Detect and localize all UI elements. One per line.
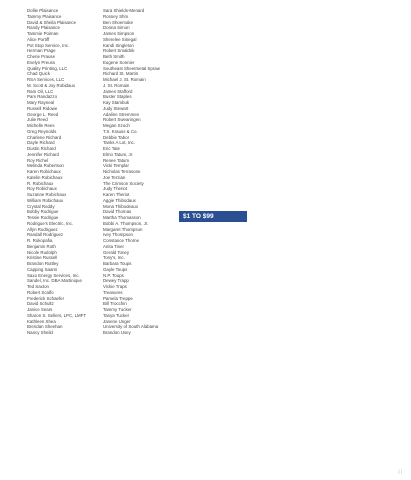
donor-name: Benjamin Roth — [27, 243, 56, 249]
donor-name: Judy Theriot — [103, 186, 128, 192]
donor-name: Janice Sears — [27, 307, 53, 312]
donor-name: Sharon S. Sellers, LPC, LMFT — [27, 312, 87, 318]
donor-name: Ram Oil, LLC — [27, 88, 54, 94]
donor-name: Kandi Singleton — [103, 42, 134, 48]
donor-name: Quality Printing, LLC — [27, 65, 68, 71]
donor-name: Chad Quick — [27, 71, 50, 77]
donor-name: RSA Services, LLC — [27, 77, 65, 82]
donor-name: Sherelee Sinegal — [103, 36, 137, 42]
donor-name: Dustin Richard — [27, 146, 56, 151]
donor-name: Vicki Templar — [103, 163, 129, 169]
donor-name: Pot Stop Service, Inc. — [27, 42, 70, 48]
donor-name: Judy Stewart — [103, 105, 129, 111]
donor-name: J. St. Romain — [103, 82, 130, 88]
donor-name: Vickie Traps — [103, 284, 127, 289]
donor-name: Robert Swearingen — [103, 117, 141, 123]
donor-name: Richard St. Martin — [103, 71, 139, 77]
donor-name: Randall Rodriguez — [27, 232, 64, 238]
donor-name: Eugene Sonnier — [103, 59, 135, 65]
donor-name: William Robichaux — [27, 197, 64, 203]
donor-name: Rosney Shm — [103, 13, 129, 19]
donor-name: David Schultz — [27, 301, 54, 307]
donor-name: Margaret Thompson — [103, 226, 143, 232]
donor-name: Tammy Tucker — [103, 307, 132, 312]
donor-name: Alice Portiff — [27, 36, 50, 42]
donor-name: Katelin Robichaux — [27, 174, 63, 180]
donor-name: David Thomas — [103, 209, 132, 215]
donor-name: Eric Tate — [103, 146, 120, 151]
donor-name: Dewey Trapp — [103, 278, 129, 284]
donor-name: Buster Staples — [103, 94, 132, 100]
donor-name: Michael J. St. Romain — [103, 77, 146, 82]
donor-name: Nicholas Terrasone — [103, 169, 141, 174]
donor-name: Martha Thomasson — [103, 215, 141, 220]
donor-name: Nancy Sheild — [27, 330, 53, 335]
donor-name: Capping Saarni — [27, 266, 58, 272]
donor-name: Crystal Roddy — [27, 203, 55, 209]
donor-name: Roy Richel — [27, 157, 49, 163]
donor-name: Debbie Tabor — [103, 134, 130, 140]
giving-level-header: $1 TO $99 — [179, 211, 247, 222]
donor-name: Suzanne Robichaux — [27, 192, 67, 197]
donor-name: Herman Prage — [27, 48, 56, 54]
donor-name: Mary Rayneal — [27, 100, 55, 105]
donor-name: Treasures — [103, 289, 123, 295]
donor-name: R. Robichaux — [27, 180, 54, 186]
donor-name: Elmo Tatum, Jr. — [103, 151, 134, 157]
donor-name: Russell Ridowe — [27, 105, 58, 111]
donor-name: Melinda Robertson — [27, 163, 64, 169]
donor-name: Dayle Richard — [27, 140, 55, 146]
donor-name: Janene Unger — [103, 318, 131, 324]
donor-name: Sandel, Inc. DBA Martinique — [27, 278, 82, 284]
donor-name: Mona Thibodeaux — [103, 203, 139, 209]
donor-name: Beth Smith — [103, 54, 125, 59]
donor-name: Allyn Rodriguez — [27, 226, 58, 232]
donor-name: Roy Robichaux — [27, 186, 57, 192]
donor-name: M. Scott & Joy Robidaux — [27, 82, 76, 88]
donor-name: George L. Reed — [27, 111, 59, 117]
donor-name: Constance Thorne — [103, 238, 140, 243]
donor-name: Kristine Russell — [27, 255, 58, 261]
donor-name: Rodrigue's Electric, Inc. — [27, 220, 73, 226]
donor-name: Tessie Rodrigue — [27, 215, 59, 220]
donor-name: James Simpson — [103, 31, 135, 36]
donor-name: The Crimson Society — [103, 180, 144, 186]
donor-name: Aggie Thibodaux — [103, 197, 136, 203]
donor-name: Cherie Prause — [27, 54, 56, 59]
donor-name: Kathleen Shea — [27, 318, 56, 324]
donor-name: Michelle Rees — [27, 123, 55, 128]
donor-name: Pamela Treppe — [103, 295, 133, 301]
donor-name: Robert Scalfo — [27, 289, 54, 295]
donor-name: Joe Terzian — [103, 174, 126, 180]
donor-name: Brendan Sheehan — [27, 324, 63, 330]
donor-name: Bobbi A. Thompson, Jr. — [103, 220, 149, 226]
donor-name: Bill Trocchin — [103, 301, 127, 307]
donor-name: Adaline Stremmen — [103, 111, 140, 117]
donor-column-1 — [27, 8, 86, 336]
donor-name: Southeast Sheetmetal Spraw — [103, 65, 160, 71]
donor-name: Dollie Plaisance — [27, 8, 59, 13]
donor-name: Ivey Thompson — [103, 232, 133, 238]
donor-name: Renee Tatum — [103, 157, 130, 163]
donor-name: Tammie Poiman — [27, 31, 59, 36]
donor-name: Anita Tiner — [103, 243, 124, 249]
donor-name: Frederick Schaefer — [27, 295, 65, 301]
donor-name: Nicole Rudolph — [27, 249, 57, 255]
donor-name: Kay Stambuk — [103, 100, 130, 105]
donor-column-2 — [103, 8, 160, 336]
donor-name: Donna Simon — [103, 25, 130, 31]
donor-name: Ben Shoemake — [103, 19, 134, 25]
donor-name: Ted Saxton — [27, 284, 49, 289]
donor-name: R. Rokopafia — [27, 238, 53, 243]
donor-name: N.P. Toups — [103, 272, 124, 278]
donor-name: T.S. Krauss & Co. — [103, 128, 138, 134]
donor-name: Tony's, Inc. — [103, 255, 125, 261]
footer-separator: | — [400, 469, 402, 474]
donor-name: Tanya Tucker — [103, 312, 130, 318]
donor-list-page — [10, 0, 408, 480]
donor-name: Jennifer Richard — [27, 151, 59, 157]
donor-name: Robert Smaldnk — [103, 48, 135, 54]
donor-name: Megan Szuch — [103, 123, 130, 128]
donor-name: Evelyn Preuss — [27, 59, 56, 65]
page-footer — [398, 468, 404, 475]
donor-name: University of South Alabama — [103, 324, 159, 330]
donor-name: Pam Randazzo — [27, 94, 58, 100]
donor-name: Tammy Plaisance — [27, 13, 62, 19]
donor-name: Charlene Richard — [27, 134, 62, 140]
donor-name: Sara Shields-Menard — [103, 8, 145, 13]
donor-name: James Stafford — [103, 88, 133, 94]
donor-name: Brandon Usey — [103, 330, 131, 335]
footer-separator: | — [398, 469, 401, 474]
donor-name: Karen Robichaux — [27, 169, 61, 174]
donor-name: Brandon Ruttley — [27, 261, 59, 266]
donor-name: Gerald Toney — [103, 249, 130, 255]
donor-name: Gayle Toups — [103, 266, 128, 272]
donor-name: Julie Reed — [27, 117, 48, 123]
donor-name: Greg Reynolds — [27, 128, 57, 134]
donor-name: Saxo Energy Services, Inc. — [27, 272, 80, 278]
donor-name: Karen Theriot — [103, 192, 130, 197]
donor-name: Barbara Toups — [103, 261, 132, 266]
donor-name: David & Sheila Plaisance — [27, 19, 77, 25]
donor-name: Randy Plaisance — [27, 25, 60, 31]
donor-name: Bobby Rodrigue — [27, 209, 59, 215]
donor-name: Tanks A Lot, Inc. — [103, 140, 135, 146]
